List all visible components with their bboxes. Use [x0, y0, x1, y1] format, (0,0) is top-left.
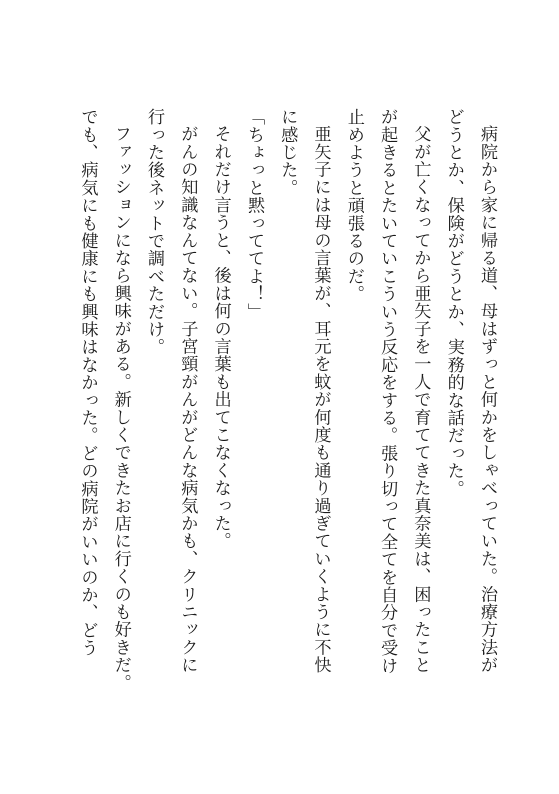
text-line-10: がんの知識なんてない。子宮頸がんがどんな病気かも、クリニックに [177, 125, 198, 674]
text-line-4: が起きるとたいていこういう反応をする。張り切って全てを自分で受け [377, 108, 398, 675]
text-line-1: 病院から家に帰る道、母はずっと何かをしゃべっていた。治療方法が [477, 125, 497, 674]
dialogue-line: 「ちょっと黙っててよ！」 [243, 108, 264, 321]
text-line-6: 亜矢子には母の言葉が、耳元を蚊が何度も通り過ぎていくように不快 [310, 125, 331, 674]
text-line-5: 止めようと頑張るのだ。 [343, 108, 364, 303]
text-line-2: どうとか、保険がどうとか、実務的な話だった。 [443, 108, 464, 498]
text-line-9: それだけ言うと、後は何の言葉も出てこなくなった。 [210, 125, 231, 550]
text-line-3: 父が亡くなってから亜矢子を一人で育ててきた真奈美は、困ったこと [410, 125, 431, 674]
text-line-11: 行った後ネットで調べただけ。 [144, 108, 165, 356]
text-line-7: に感じた。 [277, 108, 298, 197]
text-line-13: でも、病気にも健康にも興味はなかった。どの病院がいいのか、どう [77, 108, 98, 657]
text-line-12: ファッションになら興味がある。新しくできたお店に行くのも好きだ。 [110, 125, 131, 692]
vertical-text-body [70, 108, 503, 718]
